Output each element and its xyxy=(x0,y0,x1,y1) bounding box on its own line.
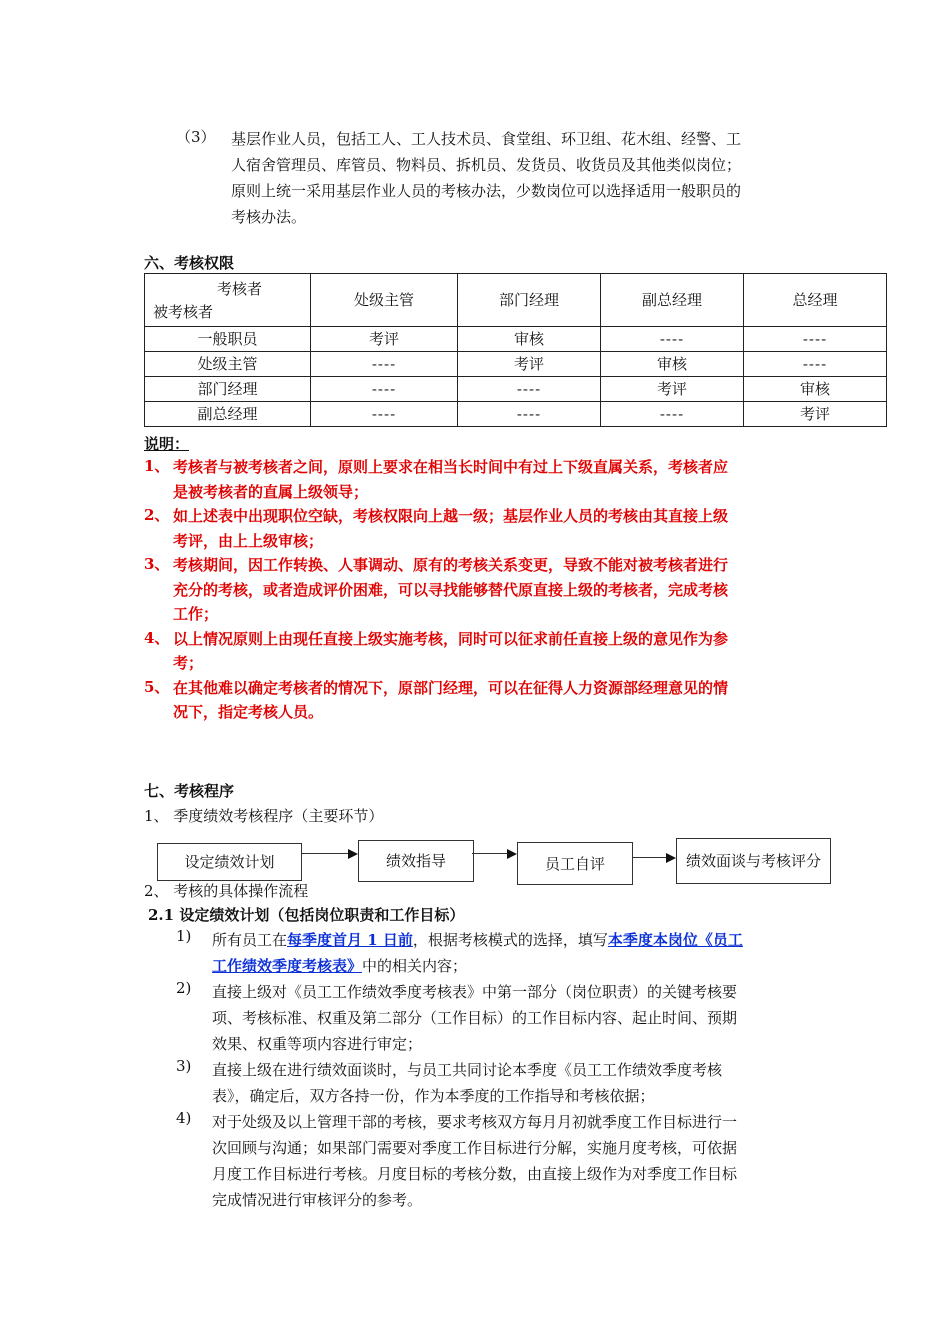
table-cell: 考评 xyxy=(458,352,601,377)
note-number: 4、 xyxy=(144,628,170,647)
step-line: 月度工作目标进行考核。月度目标的考核分数，由直接上级作为对季度工作目标 xyxy=(212,1165,738,1183)
section-7-title: 七、考核程序 xyxy=(144,782,235,800)
note-item xyxy=(144,627,824,676)
note-item xyxy=(144,553,824,627)
step-number: 2) xyxy=(176,979,192,997)
subsection-2-title: 2、 考核的具体操作流程 xyxy=(144,882,309,900)
note-line: 是被考核者的直属上级领导； xyxy=(173,482,369,501)
note-line: 考核者与被考核者之间，原则上要求在相当长时间中有过上下级直属关系，考核者应 xyxy=(173,458,729,476)
table-cell: ---- xyxy=(601,327,744,352)
step-item xyxy=(176,1057,816,1109)
text-line: 原则上统一采用基层作业人员的考核办法，少数岗位可以选择适用一般职员的 xyxy=(231,182,742,200)
table-cell: ---- xyxy=(744,352,887,377)
note-line: 况下，指定考核人员。 xyxy=(173,703,324,721)
note-line: 在其他难以确定考核者的情况下，原部门经理，可以在征得人力资源部经理意见的情 xyxy=(173,678,729,697)
column-header: 副总经理 xyxy=(601,274,744,327)
note-number: 1、 xyxy=(144,457,170,475)
step-text: 所有员工在 xyxy=(212,931,288,949)
table-cell: 审核 xyxy=(458,327,601,352)
table-cell: 审核 xyxy=(601,352,744,377)
item-number: （3） xyxy=(176,128,216,146)
note-line: 如上述表中出现职位空缺，考核权限向上越一级；基层作业人员的考核由其直接上级 xyxy=(173,507,729,525)
row-label: 副总经理 xyxy=(145,402,311,427)
step-line: 表》，确定后，双方各持一份，作为本季度的工作指导和考核依据； xyxy=(212,1087,655,1105)
notes-list xyxy=(144,455,824,725)
note-line: 考核期间，因工作转换、人事调动、原有的考核关系变更，导致不能对被考核者进行 xyxy=(173,556,729,574)
step-number: 1) xyxy=(176,927,192,945)
column-header: 处级主管 xyxy=(311,274,458,327)
note-item xyxy=(144,455,824,504)
table-cell: ---- xyxy=(458,377,601,402)
subsection-2-1-title: 2.1 设定绩效计划（包括岗位职责和工作目标） xyxy=(148,906,465,924)
table-cell: ---- xyxy=(744,327,887,352)
table-cell: ---- xyxy=(458,402,601,427)
note-item xyxy=(144,504,824,553)
text-line: 人宿舍管理员、库管员、物料员、拆机员、发货员、收货员及其他类似岗位； xyxy=(231,156,742,174)
table-cell: ---- xyxy=(311,377,458,402)
table-cell: 考评 xyxy=(744,402,887,427)
table-row xyxy=(145,402,887,427)
row-label: 部门经理 xyxy=(145,377,311,402)
table-cell: 考评 xyxy=(311,327,458,352)
authority-table xyxy=(144,273,887,427)
flow-arrow xyxy=(632,853,676,863)
flow-arrow xyxy=(472,849,517,859)
notes-title: 说明： xyxy=(144,435,190,453)
appraisal-form-link[interactable]: 本季度本岗位《员工 xyxy=(607,931,743,949)
step-line: 直接上级在进行绩效面谈时，与员工共同讨论本季度《员工工作绩效季度考核 xyxy=(212,1061,723,1079)
table-row xyxy=(145,352,887,377)
row-label: 处级主管 xyxy=(145,352,311,377)
section-6-title: 六、考核权限 xyxy=(144,254,235,272)
note-line: 考评，由上上级审核； xyxy=(173,531,324,550)
step-line: 对于处级及以上管理干部的考核，要求考核双方每月月初就季度工作目标进行一 xyxy=(212,1113,738,1131)
flow-step-plan: 设定绩效计划 xyxy=(157,843,302,881)
row-label: 一般职员 xyxy=(145,327,311,352)
table-cell: 考评 xyxy=(601,377,744,402)
table-cell: ---- xyxy=(601,402,744,427)
note-line: 考； xyxy=(173,654,204,672)
table-cell: 审核 xyxy=(744,377,887,402)
note-line: 充分的考核，或者造成评价困难，可以寻找能够替代原直接上级的考核者，完成考核 xyxy=(173,580,729,599)
note-line: 工作； xyxy=(173,605,219,623)
subsection-1-title: 1、 季度绩效考核程序（主要环节） xyxy=(144,807,384,825)
step-line: 直接上级对《员工工作绩效季度考核表》中第一部分（岗位职责）的关键考核要 xyxy=(212,983,738,1001)
flow-step-guidance: 绩效指导 xyxy=(358,840,474,882)
step-text: ，根据考核模式的选择，填写 xyxy=(412,931,608,949)
step-line: 完成情况进行审核评分的参考。 xyxy=(212,1191,423,1209)
step-item xyxy=(176,1109,816,1213)
deadline-link[interactable]: 每季度首月 1 日前 xyxy=(287,931,413,949)
note-number: 3、 xyxy=(144,555,170,573)
step-item xyxy=(176,927,816,979)
table-row xyxy=(145,327,887,352)
column-header: 总经理 xyxy=(744,274,887,327)
table-cell: ---- xyxy=(311,402,458,427)
table-header-row xyxy=(145,274,887,327)
column-header: 部门经理 xyxy=(458,274,601,327)
flow-step-self-review: 员工自评 xyxy=(517,842,633,885)
appraisal-form-link-continued[interactable]: 工作绩效季度考核表》 xyxy=(212,957,363,975)
step-number: 4) xyxy=(176,1109,192,1127)
step-text: 中的相关内容； xyxy=(362,957,468,975)
step-line: 项、考核标准、权重及第二部分（工作目标）的工作目标内容、起止时间、预期 xyxy=(212,1009,738,1027)
table-cell: ---- xyxy=(311,352,458,377)
note-item xyxy=(144,676,824,725)
flow-step-interview-scoring: 绩效面谈与考核评分 xyxy=(676,838,831,884)
step-number: 3) xyxy=(176,1057,192,1075)
diagonal-header-cell xyxy=(145,274,311,327)
header-assessee: 被考核者 xyxy=(153,303,214,321)
flow-arrow xyxy=(301,849,358,859)
step-item xyxy=(176,979,816,1057)
table-row xyxy=(145,377,887,402)
step-line: 次回顾与沟通；如果部门需要对季度工作目标进行分解，实施月度考核，可依据 xyxy=(212,1139,738,1157)
note-number: 5、 xyxy=(144,677,170,696)
step-line: 效果、权重等项内容进行审定； xyxy=(212,1035,423,1053)
text-line: 考核办法。 xyxy=(231,208,307,226)
note-line: 以上情况原则上由现任直接上级实施考核，同时可以征求前任直接上级的意见作为参 xyxy=(173,629,729,648)
note-number: 2、 xyxy=(144,506,170,524)
text-line: 基层作业人员，包括工人、工人技术员、食堂组、环卫组、花木组、经警、工 xyxy=(231,130,742,148)
header-assessor: 考核者 xyxy=(216,280,262,298)
procedure-steps xyxy=(176,927,816,1213)
